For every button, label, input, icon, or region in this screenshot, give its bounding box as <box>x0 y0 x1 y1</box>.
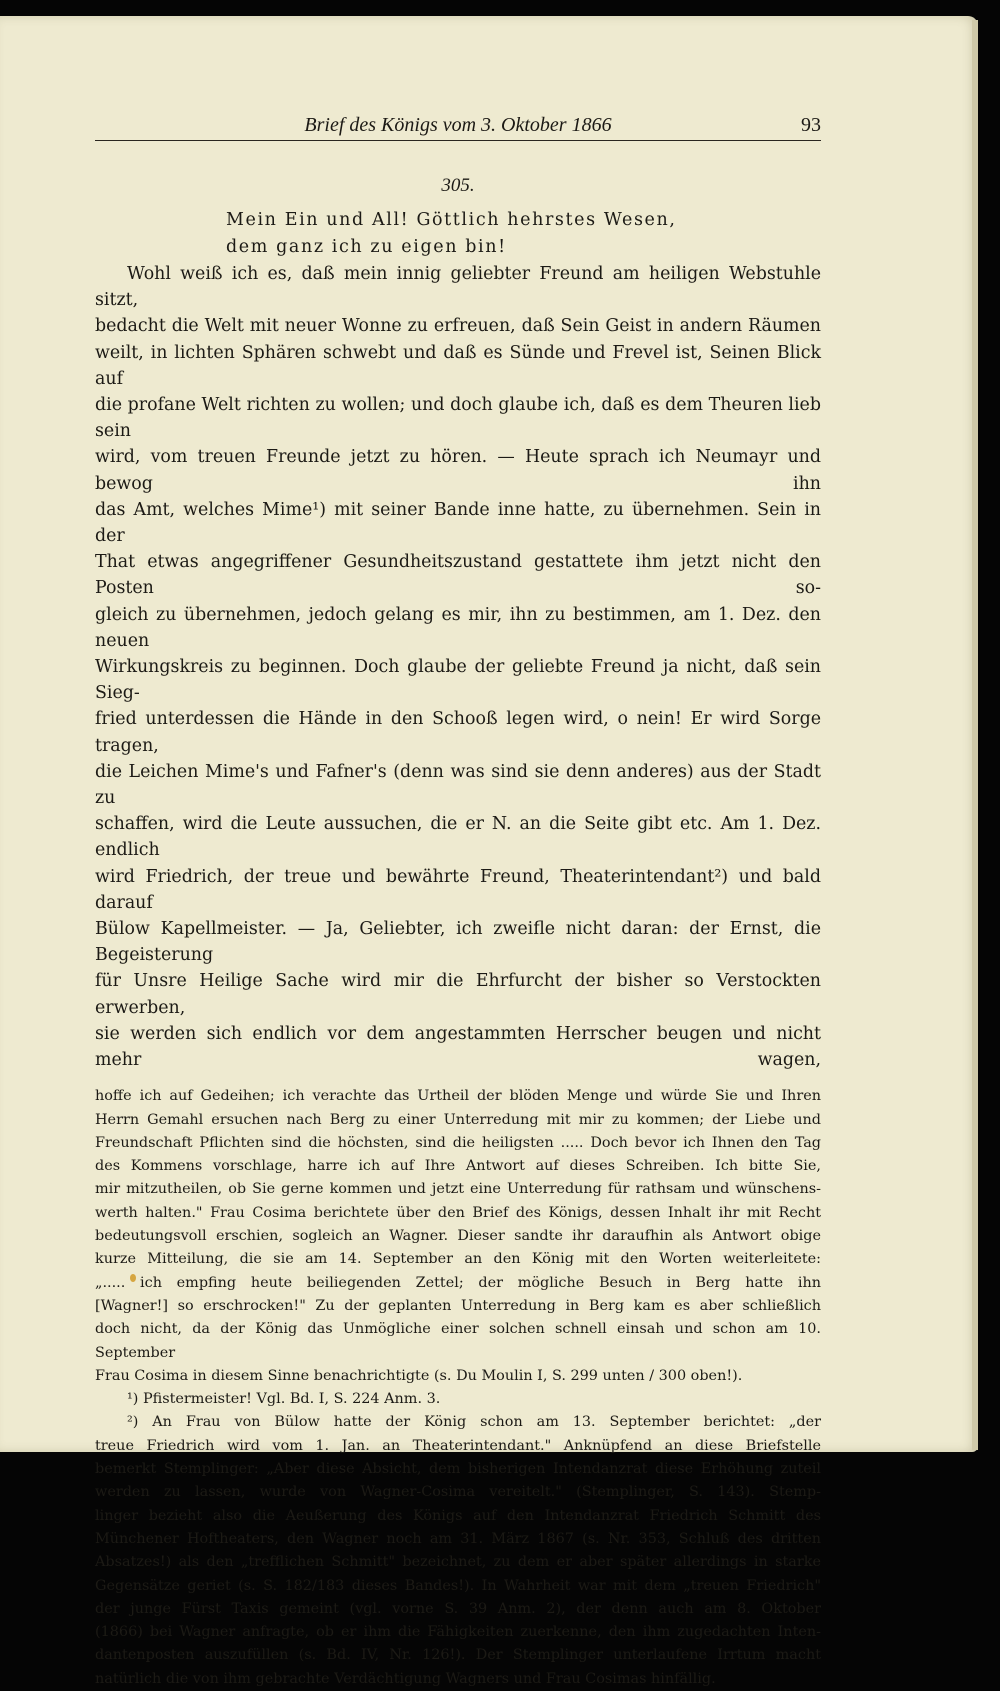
footnote-2-line: Münchener Hoftheaters, den Wagner noch am 31. März 1867 (s. Nr. 353, Schluß des dritten <box>95 1530 821 1547</box>
footnote-line: Freundschaft Pflichten sind die höchsten, sind die heiligsten ..... Doch bevor ich Ihnen den Tag <box>95 1134 821 1151</box>
footnote-2-line: (1866) bei Wagner anfragte, ob er ihm die Fähigkeiten zuerkenne, den ihm zugedachten Inten- <box>95 1624 821 1641</box>
footnote-2-line: ²) An Frau von Bülow hatte der König schon am 13. September berichtet: „der <box>127 1414 821 1431</box>
footnote-line: bedeutungsvoll erschien, sogleich an Wagner. Dieser sandte ihr daraufhin als Antwort obige <box>95 1228 821 1245</box>
footnote-line: „..... ich empfing heute beiliegenden Zettel; der mögliche Besuch in Berg hatte ihn <box>95 1274 821 1291</box>
footnote-1: ¹) Pfistermeister! Vgl. Bd. I, S. 224 Anm. 3. <box>127 1391 441 1408</box>
footnote-line: mir mitzutheilen, ob Sie gerne kommen und jetzt eine Unterredung für rathsam und wünschens- <box>95 1181 821 1198</box>
body-line: wird, vom treuen Freunde jetzt zu hören. — Heute sprach ich Neumayr und bewog ihn <box>95 447 821 494</box>
body-line: gleich zu übernehmen, jedoch gelang es mir, ihn zu bestimmen, am 1. Dez. den neuen <box>95 604 821 651</box>
footnote-2-line: linger bezieht also die Aeußerung des Königs auf den Intendanzrat Friedrich Schmitt des <box>95 1507 821 1524</box>
footnote-line: hoffe ich auf Gedeihen; ich verachte das Urtheil der blöden Menge und würde Sie und Ihren <box>95 1088 821 1105</box>
letter-number: 305. <box>441 175 475 196</box>
footnote-line: des Kommens vorschlage, harre ich auf Ihre Antwort auf dieses Schreiben. Ich bitte Sie, <box>95 1158 821 1175</box>
body-line: das Amt, welches Mime¹) mit seiner Bande inne hatte, zu übernehmen. Sein in der <box>95 499 821 547</box>
footnote-2-line: dantenposten auszufüllen (s. Bd. IV, Nr. 126!). Der Stemplinger unterlaufene Irrtum macht <box>95 1647 821 1664</box>
letter-body <box>95 261 821 1073</box>
body-line: für Unsre Heilige Sache wird mir die Ehrfurcht der bisher so Verstockten erwerben, <box>95 971 821 1018</box>
page-content <box>95 112 821 1691</box>
body-line: wird Friedrich, der treue und bewährte Freund, Theaterintendant²) und bald darauf <box>95 866 821 913</box>
footnote-line: Herrn Gemahl ersuchen nach Berg zu einer Unterredung mit mir zu kommen; der Liebe und <box>95 1111 821 1128</box>
body-line: die Leichen Mime's und Fafner's (denn was sind sie denn anderes) aus der Stadt zu <box>95 761 821 809</box>
footnote-2-line: bemerkt Stemplinger: „Aber diese Absicht, dem bisherigen Intendanzrat diese Erhöhung zuteil <box>95 1461 821 1478</box>
footnote-line: werth halten." Frau Cosima berichtete über den Brief des Königs, dessen Inhalt ihr mit Recht <box>95 1204 821 1221</box>
salutation-line: Mein Ein und All! Göttlich hehrstes Wesen, <box>226 210 677 230</box>
footnote-2-line: werden zu lassen, wurde von Wagner-Cosima vereitelt." (Stemplinger, S. 143). Stemp- <box>95 1484 821 1501</box>
running-head-title: Brief des Königs vom 3. Oktober 1866 <box>304 114 612 136</box>
footnote-2-line: Absatzes!) als den „trefflichen Schmitt" bezeichnet, zu dem er aber später allerdings in starke <box>95 1554 821 1571</box>
body-line: Bülow Kapellmeister. — Ja, Geliebter, ich zweifle nicht daran: der Ernst, die Begeisterung <box>95 919 821 966</box>
body-line: weilt, in lichten Sphären schwebt und daß es Sünde und Frevel ist, Seinen Blick auf <box>95 342 821 389</box>
salutation-line: dem ganz ich zu eigen bin! <box>226 237 507 257</box>
footnotes <box>95 1085 821 1691</box>
salutation <box>226 207 821 261</box>
body-line: Wohl weiß ich es, daß mein innig geliebter Freund am heiligen Webstuhle sitzt, <box>95 264 821 311</box>
footnote-line: Frau Cosima in diesem Sinne benachrichtigte (s. Du Moulin I, S. 299 unten / 300 oben!). <box>95 1367 743 1384</box>
footnote-line: doch nicht, da der König das Unmögliche einer solchen schnell einsah und schon am 10. September <box>95 1321 821 1361</box>
body-line: That etwas angegriffener Gesundheitszustand gestattete ihm jetzt nicht den Posten so- <box>95 552 821 599</box>
body-line: fried unterdessen die Hände in den Schooß legen wird, o nein! Er wird Sorge tragen, <box>95 709 821 756</box>
page-edge <box>972 20 978 1450</box>
footnote-2-line: Gegensätze geriet (s. S. 182/183 dieses Bandes!). In Wahrheit war mit dem „treuen Friedrich" <box>95 1577 821 1594</box>
body-line: die profane Welt richten zu wollen; und doch glaube ich, daß es dem Theuren lieb sein <box>95 395 821 442</box>
footnote-line: kurze Mitteilung, die sie am 14. September an den König mit den Worten weiterleitete: <box>95 1251 821 1268</box>
footnote-2-line: treue Friedrich wird vom 1. Jan. an Theaterintendant." Anknüpfend an diese Briefstelle <box>95 1437 821 1454</box>
footnote-2-line: natürlich die von ihm gebrachte Verdächtigung Wagners und Frau Cosimas hinfällig. <box>95 1670 716 1687</box>
body-line: bedacht die Welt mit neuer Wonne zu erfreuen, daß Sein Geist in andern Räumen <box>95 316 821 337</box>
footnote-2-line: der junge Fürst Taxis gemeint (vgl. vorne S. 39 Anm. 2), der denn auch am 8. Oktober <box>95 1600 821 1617</box>
body-line: sie werden sich endlich vor dem angestammten Herrscher beugen und nicht mehr wagen, <box>95 1023 821 1071</box>
body-line: schaffen, wird die Leute aussuchen, die er N. an die Seite gibt etc. Am 1. Dez. endlich <box>95 814 821 861</box>
body-line: Wirkungskreis zu beginnen. Doch glaube der geliebte Freund ja nicht, daß sein Sieg- <box>95 657 821 704</box>
footnote-line: [Wagner!] so erschrocken!" Zu der geplanten Unterredung in Berg kam es aber schließlich <box>95 1297 821 1314</box>
running-head <box>95 112 821 141</box>
page-number: 93 <box>801 114 821 136</box>
